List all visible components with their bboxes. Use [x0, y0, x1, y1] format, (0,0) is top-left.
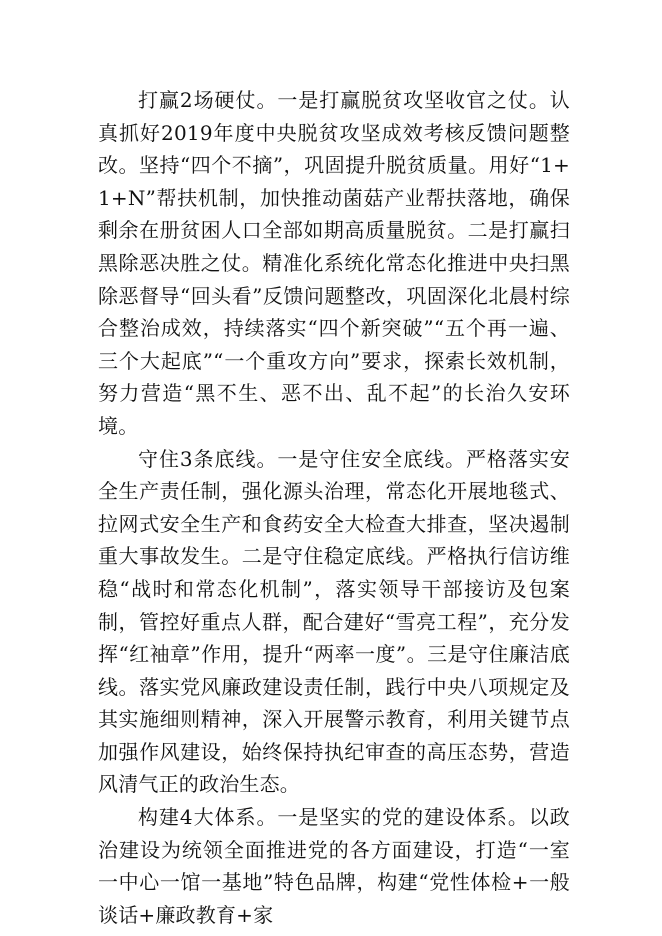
paragraph-bottom-lines: 守住3条底线。一是守住安全底线。严格落实安全生产责任制，强化源头治理，常态化开展地毯式、拉网式安全生产和食药安全大检查大排查，坚决遏制重大事故发生。二是守住稳定底线。严格执行信访维稳“战时和常态化机制”，落实领导干部接访及包案制，管控好重点人群，配合建好“雪亮工程”，充分发挥“红袖章”作用，提升“两率一度”。三是守住廉洁底线。落实党风廉政建设责任制，践行中央八项规定及其实施细则精神，深入开展警示教育，利用关键节点加强作风建设，始终保持执纪审查的高压态势，营造风清气正的政治生态。 — [98, 446, 570, 797]
paragraph-battles: 打赢2场硬仗。一是打赢脱贫攻坚收官之仗。认真抓好2019年度中央脱贫攻坚成效考核反馈问题整改。坚持“四个不摘”，巩固提升脱贫质量。用好“1+1+N”帮扶机制，加快推动菌菇产业帮扶落地，确保剩余在册贫困人口全部如期高质量脱贫。二是打赢扫黑除恶决胜之仗。精准化系统化常态化推进中央扫黑除恶督导“回头看”反馈问题整改，巩固深化北晨村综合整治成效，持续落实“四个新突破”“五个再一遍、三个大起底”“一个重攻方向”要求，探索长效机制，努力营造“黑不生、恶不出、乱不起”的长治久安环境。 — [98, 88, 570, 438]
document-body — [98, 84, 570, 931]
paragraph-systems: 构建4大体系。一是坚实的党的建设体系。以政治建设为统领全面推进党的各方面建设，打造“一室一中心一馆一基地”特色品牌，构建“党性体检+一般谈话+廉政教育+家 — [98, 805, 570, 927]
